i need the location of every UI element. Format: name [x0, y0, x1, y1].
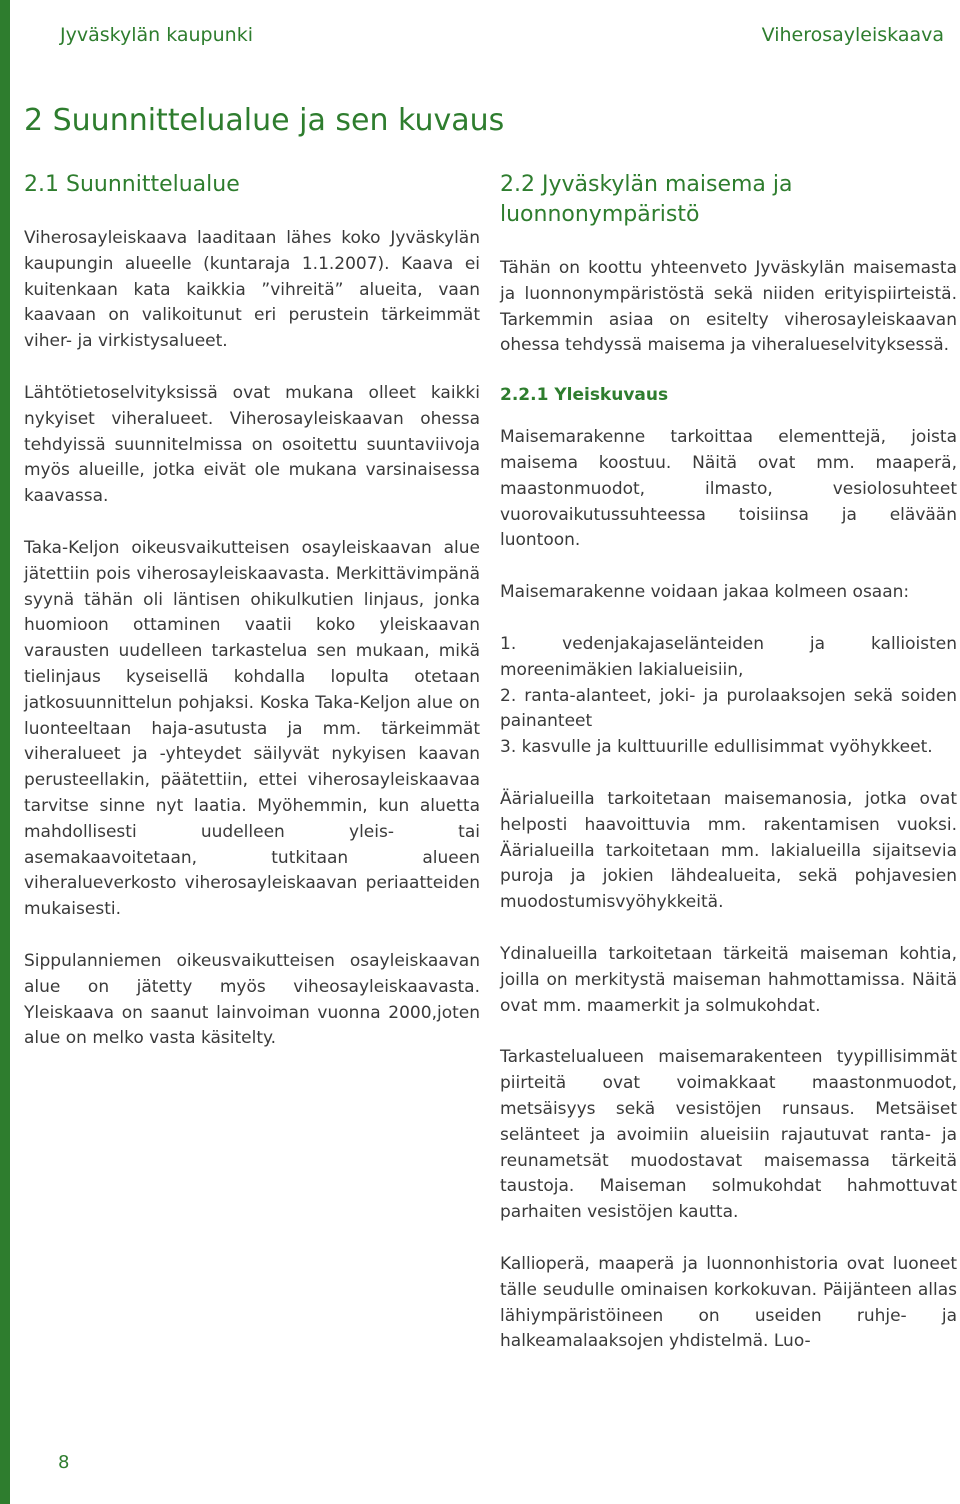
header-document-title: Viherosayleiskaava — [761, 24, 944, 46]
chapter-title: 2 Suunnittelualue ja sen kuvaus — [24, 103, 505, 138]
section-heading-2-2: 2.2 Jyväskylän maisema ja luonnonympäristö — [500, 172, 793, 227]
paragraph: Tähän on koottu yhteenveto Jyväskylän maisemasta ja luonnonympäristöstä sekä niiden erityispiirteistä. Tarkemmin asiaa on esitelty viherosayleiskaavan ohessa tehdyssä maisema ja viheralueselvityksessä. — [500, 258, 957, 356]
paragraph: Äärialueilla tarkoitetaan maisemanosia, jotka ovat helposti haavoittuvia mm. rakentamisen vuoksi. Äärialueilla tarkoitetaan mm. lakialueilla sijaitsevia puroja ja jokien lähdealueita, sekä pohjavesien muodostumisvyöhykkeitä. — [500, 788, 957, 913]
section-heading-2-1: 2.1 Suunnittelualue — [24, 172, 240, 197]
list-item: 3. kasvulle ja kulttuurille edullisimmat vyöhykkeet. — [500, 737, 933, 758]
list-item: 2. ranta-alanteet, joki- ja purolaaksojen sekä soiden painanteet — [500, 685, 957, 732]
paragraph: Tarkastelualueen maisemarakenteen tyypillisimmät piirteitä ovat voimakkaat maastonmuodot, metsäisyys sekä vesistöjen runsaus. Metsäiset selänteet ja avoimiin alueisiin rajautuvat ranta- ja reunametsät muodostavat maisemassa tärkeitä taustoja. Maiseman solmukohdat hahmottuvat parhaiten vesistöjen kautta. — [500, 1047, 957, 1223]
paragraph: Maisemarakenne tarkoittaa elementtejä, joista maisema koostuu. Näitä ovat mm. maaperä, maastonmuodot, ilmasto, vesiolosuhteet vuorovaikutussuhteessa toisiinsa ja elävään luontoon. — [500, 427, 957, 551]
list-item: 1. vedenjakajaselänteiden ja kallioisten moreenimäkien lakialueisiin, — [500, 633, 957, 680]
left-column — [24, 170, 480, 1078]
left-accent-bar — [0, 0, 10, 1504]
paragraph: Ydinalueilla tarkoitetaan tärkeitä maiseman kohtia, joilla on merkitystä maiseman hahmottamissa. Näitä ovat mm. maamerkit ja solmukohdat. — [500, 943, 957, 1016]
paragraph: Taka-Keljon oikeusvaikutteisen osayleiskaavan alue jätettiin pois viherosayleiskaavasta. Merkittävimpänä syynä tähän oli läntisen ohikulkutien linjaus, jonka huomioon ottaminen vaatii koko yleiskaavan varausten uudelleen tarkastelua sen mukaan, mikä tielinjaus kyseisellä kohdalla lopulta otetaan jatkosuunnittelun pohjaksi. Koska Taka-Keljon alue on luonteeltaan haja-asutusta ja mm. tärkeimmät viheralueet ja -yhteydet säilyvät nykyisen kaavan perusteellakin, päätettiin, ettei viherosayleiskaavaa tarvitse sinne nyt laatia. Myöhemmin, kun aluetta mahdollisesti uudelleen yleis- tai asemakaavoitetaan, tutkitaan alueen viheralueverkosto viherosayleiskaavan periaatteiden mukaisesti. — [24, 537, 480, 920]
landscape-structure-list — [500, 632, 957, 761]
paragraph: Sippulanniemen oikeusvaikutteisen osayleiskaavan alue on jätetty myös viheosayleiskaavasta. Yleiskaava on saanut lainvoiman vuonna 2000,joten alue on melko vasta käsitelty. — [24, 950, 480, 1049]
paragraph: Kallioperä, maaperä ja luonnonhistoria ovat luoneet tälle seudulle ominaisen korkokuvan. Päijänteen allas lähiympäristöineen on useiden ruhje- ja halkeamalaaksojen yhdistelmä. Luo- — [500, 1253, 957, 1352]
page-header — [60, 24, 944, 54]
page-number: 8 — [58, 1452, 70, 1473]
paragraph: Lähtötietoselvityksissä ovat mukana olleet kaikki nykyiset viheralueet. Viherosayleiskaavan ohessa tehdyissä suunnitelmissa on osoitettu suuntaviivoja myös alueille, jotka eivät ole mukana varsinaisessa kaavassa. — [24, 382, 480, 507]
subsection-heading-2-2-1: 2.2.1 Yleiskuvaus — [500, 385, 669, 406]
paragraph: Maisemarakenne voidaan jakaa kolmeen osaan: — [500, 582, 910, 603]
header-organization: Jyväskylän kaupunki — [60, 24, 253, 46]
paragraph: Viherosayleiskaava laaditaan lähes koko Jyväskylän kaupungin alueelle (kuntaraja 1.1.2007). Kaava ei kuitenkaan kata kaikkia ”vihreitä” alueita, vaan kaavaan on valikoitunut eri perustein tärkeimmät viher- ja virkistysalueet. — [24, 228, 480, 352]
right-column — [500, 170, 957, 1381]
